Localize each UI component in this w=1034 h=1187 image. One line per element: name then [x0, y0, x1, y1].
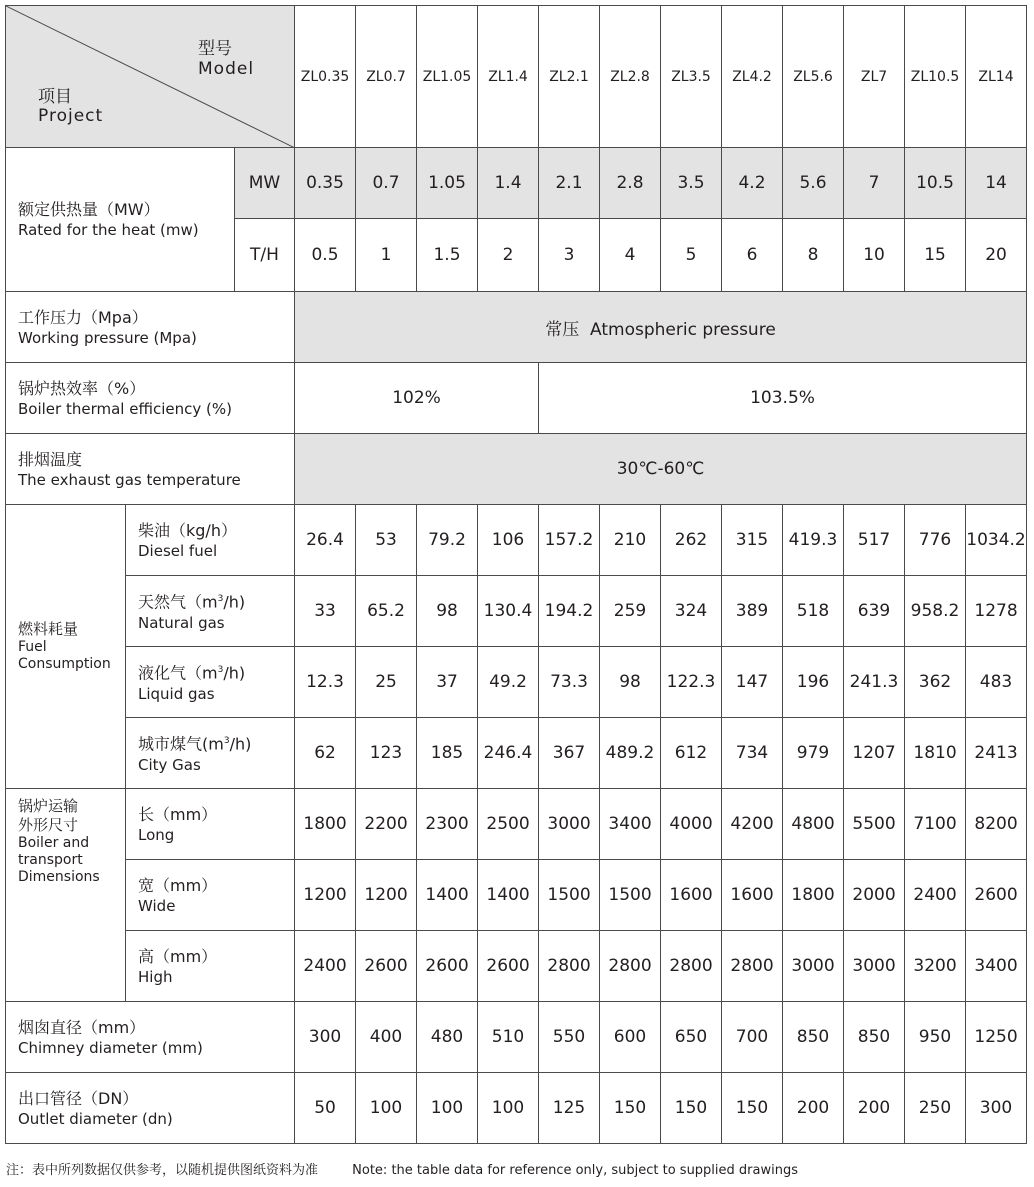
pressure-label-en: Working pressure (Mpa) [18, 328, 197, 347]
efficiency-value-low: 102% [295, 363, 539, 434]
chimney-value: 600 [600, 1002, 661, 1073]
long-value: 2200 [356, 789, 417, 860]
wide-value: 1600 [722, 860, 783, 931]
high-value: 3000 [783, 931, 844, 1002]
city-gas-label-cell [126, 718, 295, 789]
diesel-value: 79.2 [417, 505, 478, 576]
city-gas-value: 612 [661, 718, 722, 789]
th-value: 15 [905, 219, 966, 292]
heat-label-zh: 额定供热量（MW） [18, 200, 160, 219]
footnote-en: Note: the table data for reference only, subject to supplied drawings [352, 1163, 798, 1178]
model-header: ZL0.7 [356, 6, 417, 148]
th-value: 0.5 [295, 219, 356, 292]
liquid-gas-value: 362 [905, 647, 966, 718]
liquid-gas-value: 49.2 [478, 647, 539, 718]
liquid-gas-value: 196 [783, 647, 844, 718]
model-header: ZL2.8 [600, 6, 661, 148]
city-gas-value: 2413 [966, 718, 1027, 789]
mw-value: 10.5 [905, 148, 966, 219]
natural-gas-value: 639 [844, 576, 905, 647]
dims-label-zh: 外形尺寸 [18, 816, 79, 834]
diesel-value: 106 [478, 505, 539, 576]
long-label-en: Long [138, 825, 175, 844]
high-value: 3400 [966, 931, 1027, 1002]
liquid-gas-label-cell [126, 647, 295, 718]
long-value: 5500 [844, 789, 905, 860]
long-value: 3000 [539, 789, 600, 860]
heat-label-cell [6, 148, 235, 292]
city-gas-value: 1207 [844, 718, 905, 789]
exhaust-value: 30℃-60℃ [295, 434, 1027, 505]
mw-value: 2.1 [539, 148, 600, 219]
efficiency-label-zh: 锅炉热效率（%） [18, 378, 146, 398]
wide-value: 2400 [905, 860, 966, 931]
long-value: 4000 [661, 789, 722, 860]
outlet-value: 200 [844, 1073, 905, 1144]
liquid-gas-value: 25 [356, 647, 417, 718]
th-value: 20 [966, 219, 1027, 292]
liquid-gas-value: 483 [966, 647, 1027, 718]
dims-label-en: Boiler and [18, 835, 90, 851]
natural-gas-value: 958.2 [905, 576, 966, 647]
th-unit-label: T/H [235, 219, 295, 292]
diesel-value: 262 [661, 505, 722, 576]
diesel-value: 419.3 [783, 505, 844, 576]
mw-value: 7 [844, 148, 905, 219]
dims-label-en: Dimensions [18, 869, 100, 885]
mw-value: 0.7 [356, 148, 417, 219]
outlet-value: 100 [417, 1073, 478, 1144]
model-header: ZL1.4 [478, 6, 539, 148]
fuel-label-en: Fuel [18, 639, 47, 655]
chimney-value: 850 [783, 1002, 844, 1073]
dims-label-zh: 锅炉运输 [18, 797, 79, 815]
outlet-value: 50 [295, 1073, 356, 1144]
city-gas-label-en: City Gas [138, 755, 201, 774]
mw-value: 14 [966, 148, 1027, 219]
natural-gas-label-sup: 3 [217, 594, 224, 605]
pressure-value: 常压 Atmospheric pressure [295, 292, 1027, 363]
city-gas-value: 734 [722, 718, 783, 789]
wide-value: 1800 [783, 860, 844, 931]
high-value: 3000 [844, 931, 905, 1002]
liquid-gas-label-en: Liquid gas [138, 684, 215, 703]
model-label-en: Model [198, 59, 255, 79]
natural-gas-value: 98 [417, 576, 478, 647]
fuel-city-row [6, 718, 1027, 789]
high-label-cell [126, 931, 295, 1002]
wide-value: 1400 [417, 860, 478, 931]
model-header: ZL10.5 [905, 6, 966, 148]
fuel-diesel-row [6, 505, 1027, 576]
diesel-value: 210 [600, 505, 661, 576]
city-gas-value: 123 [356, 718, 417, 789]
fuel-liquid-row [6, 647, 1027, 718]
city-gas-label-sup: 3 [223, 736, 230, 747]
th-value: 3 [539, 219, 600, 292]
heat-mw-row [6, 148, 1027, 219]
high-label-en: High [138, 967, 173, 986]
chimney-value: 400 [356, 1002, 417, 1073]
natural-gas-value: 1278 [966, 576, 1027, 647]
model-header: ZL5.6 [783, 6, 844, 148]
natural-gas-label-zh: 天然气（m [138, 592, 218, 612]
wide-value: 1600 [661, 860, 722, 931]
pressure-label-zh: 工作压力（Mpa） [18, 307, 148, 327]
wide-label-zh: 宽（mm） [138, 875, 218, 895]
liquid-gas-value: 37 [417, 647, 478, 718]
exhaust-row [6, 434, 1027, 505]
diesel-value: 1034.2 [966, 505, 1027, 576]
fuel-label-en: Consumption [18, 656, 111, 672]
model-header: ZL0.35 [295, 6, 356, 148]
wide-value: 1200 [295, 860, 356, 931]
chimney-value: 650 [661, 1002, 722, 1073]
wide-value: 2600 [966, 860, 1027, 931]
city-gas-value: 489.2 [600, 718, 661, 789]
mw-value: 2.8 [600, 148, 661, 219]
diesel-label-en: Diesel fuel [138, 541, 218, 560]
dims-high-row [6, 931, 1027, 1002]
natural-gas-value: 194.2 [539, 576, 600, 647]
model-header: ZL3.5 [661, 6, 722, 148]
diesel-value: 776 [905, 505, 966, 576]
liquid-gas-label-sup: 3 [217, 665, 224, 676]
th-value: 1.5 [417, 219, 478, 292]
footnote-zh: 注：表中所列数据仅供参考，以随机提供图纸资料为准 [6, 1163, 319, 1178]
pressure-row [6, 292, 1027, 363]
chimney-value: 950 [905, 1002, 966, 1073]
outlet-value: 100 [356, 1073, 417, 1144]
chimney-label-en: Chimney diameter (mm) [18, 1038, 203, 1057]
dims-wide-row [6, 860, 1027, 931]
long-value: 3400 [600, 789, 661, 860]
liquid-gas-value: 12.3 [295, 647, 356, 718]
chimney-label-cell [6, 1002, 295, 1073]
liquid-gas-label-zh-tail: /h) [223, 663, 246, 683]
long-value: 4800 [783, 789, 844, 860]
diesel-label-cell [126, 505, 295, 576]
liquid-gas-value: 98 [600, 647, 661, 718]
natural-gas-value: 518 [783, 576, 844, 647]
dims-label-en: transport [18, 852, 83, 868]
long-value: 2300 [417, 789, 478, 860]
dims-label-cell [6, 789, 126, 1002]
long-value: 8200 [966, 789, 1027, 860]
natural-gas-value: 324 [661, 576, 722, 647]
high-value: 2800 [539, 931, 600, 1002]
natural-gas-label-en: Natural gas [138, 613, 225, 632]
natural-gas-label-zh-tail: /h) [223, 592, 246, 612]
long-label-zh: 长（mm） [138, 804, 218, 824]
exhaust-label-en: The exhaust gas temperature [18, 470, 241, 489]
high-value: 3200 [905, 931, 966, 1002]
project-label-zh: 项目 [38, 87, 72, 107]
city-gas-label-zh-tail: /h) [229, 734, 252, 754]
chimney-value: 550 [539, 1002, 600, 1073]
natural-gas-value: 130.4 [478, 576, 539, 647]
long-value: 7100 [905, 789, 966, 860]
efficiency-label-en: Boiler thermal efficiency (%) [18, 399, 232, 418]
model-header: ZL1.05 [417, 6, 478, 148]
mw-value: 1.4 [478, 148, 539, 219]
wide-value: 1500 [600, 860, 661, 931]
liquid-gas-label-zh: 液化气（m [138, 663, 218, 683]
outlet-value: 200 [783, 1073, 844, 1144]
city-gas-value: 367 [539, 718, 600, 789]
city-gas-value: 246.4 [478, 718, 539, 789]
high-value: 2800 [600, 931, 661, 1002]
outlet-label-en: Outlet diameter (dn) [18, 1109, 173, 1128]
efficiency-row [6, 363, 1027, 434]
city-gas-label-zh: 城市煤气(m [138, 734, 224, 754]
mw-value: 3.5 [661, 148, 722, 219]
high-value: 2600 [417, 931, 478, 1002]
spec-table [5, 5, 1027, 1144]
outlet-value: 150 [722, 1073, 783, 1144]
outlet-row [6, 1073, 1027, 1144]
wide-value: 1200 [356, 860, 417, 931]
outlet-value: 250 [905, 1073, 966, 1144]
fuel-label-cell [6, 505, 126, 789]
efficiency-value-high: 103.5% [539, 363, 1027, 434]
model-label-zh: 型号 [198, 39, 232, 59]
exhaust-label-zh: 排烟温度 [18, 449, 83, 469]
long-value: 1800 [295, 789, 356, 860]
efficiency-label-cell [6, 363, 295, 434]
th-value: 2 [478, 219, 539, 292]
long-value: 4200 [722, 789, 783, 860]
model-header: ZL4.2 [722, 6, 783, 148]
wide-value: 2000 [844, 860, 905, 931]
mw-value: 1.05 [417, 148, 478, 219]
long-label-cell [126, 789, 295, 860]
diesel-value: 517 [844, 505, 905, 576]
natural-gas-label-cell [126, 576, 295, 647]
diesel-value: 53 [356, 505, 417, 576]
chimney-value: 480 [417, 1002, 478, 1073]
liquid-gas-value: 73.3 [539, 647, 600, 718]
footnote [6, 1159, 828, 1178]
fuel-label-zh: 燃料耗量 [18, 620, 79, 638]
heat-label-en: Rated for the heat (mw) [18, 221, 199, 239]
chimney-value: 1250 [966, 1002, 1027, 1073]
chimney-row [6, 1002, 1027, 1073]
city-gas-value: 185 [417, 718, 478, 789]
chimney-value: 300 [295, 1002, 356, 1073]
chimney-label-zh: 烟囱直径（mm） [18, 1017, 146, 1037]
liquid-gas-value: 241.3 [844, 647, 905, 718]
chimney-value: 700 [722, 1002, 783, 1073]
city-gas-value: 979 [783, 718, 844, 789]
mw-value: 5.6 [783, 148, 844, 219]
high-value: 2400 [295, 931, 356, 1002]
header-row [6, 6, 1027, 148]
outlet-value: 125 [539, 1073, 600, 1144]
outlet-label-cell [6, 1073, 295, 1144]
high-value: 2800 [722, 931, 783, 1002]
outlet-value: 300 [966, 1073, 1027, 1144]
th-value: 1 [356, 219, 417, 292]
mw-value: 4.2 [722, 148, 783, 219]
header-corner-cell [6, 6, 295, 148]
model-header: ZL2.1 [539, 6, 600, 148]
model-header: ZL14 [966, 6, 1027, 148]
chimney-value: 510 [478, 1002, 539, 1073]
high-value: 2800 [661, 931, 722, 1002]
liquid-gas-value: 147 [722, 647, 783, 718]
chimney-value: 850 [844, 1002, 905, 1073]
city-gas-value: 1810 [905, 718, 966, 789]
diesel-value: 26.4 [295, 505, 356, 576]
dims-long-row [6, 789, 1027, 860]
fuel-natural-row [6, 576, 1027, 647]
high-label-zh: 高（mm） [138, 946, 218, 966]
natural-gas-value: 259 [600, 576, 661, 647]
outlet-value: 150 [600, 1073, 661, 1144]
th-value: 5 [661, 219, 722, 292]
wide-value: 1400 [478, 860, 539, 931]
mw-value: 0.35 [295, 148, 356, 219]
pressure-label-cell [6, 292, 295, 363]
wide-label-cell [126, 860, 295, 931]
long-value: 2500 [478, 789, 539, 860]
outlet-value: 100 [478, 1073, 539, 1144]
th-value: 6 [722, 219, 783, 292]
outlet-label-zh: 出口管径（DN） [18, 1088, 139, 1108]
outlet-value: 150 [661, 1073, 722, 1144]
wide-value: 1500 [539, 860, 600, 931]
natural-gas-value: 33 [295, 576, 356, 647]
th-value: 4 [600, 219, 661, 292]
liquid-gas-value: 122.3 [661, 647, 722, 718]
exhaust-label-cell [6, 434, 295, 505]
high-value: 2600 [356, 931, 417, 1002]
diesel-value: 157.2 [539, 505, 600, 576]
th-value: 10 [844, 219, 905, 292]
city-gas-value: 62 [295, 718, 356, 789]
wide-label-en: Wide [138, 896, 176, 915]
natural-gas-value: 389 [722, 576, 783, 647]
diesel-label-zh: 柴油（kg/h） [138, 520, 237, 540]
model-header: ZL7 [844, 6, 905, 148]
natural-gas-value: 65.2 [356, 576, 417, 647]
diesel-value: 315 [722, 505, 783, 576]
mw-unit-label: MW [235, 148, 295, 219]
project-label-en: Project [38, 106, 104, 126]
high-value: 2600 [478, 931, 539, 1002]
th-value: 8 [783, 219, 844, 292]
